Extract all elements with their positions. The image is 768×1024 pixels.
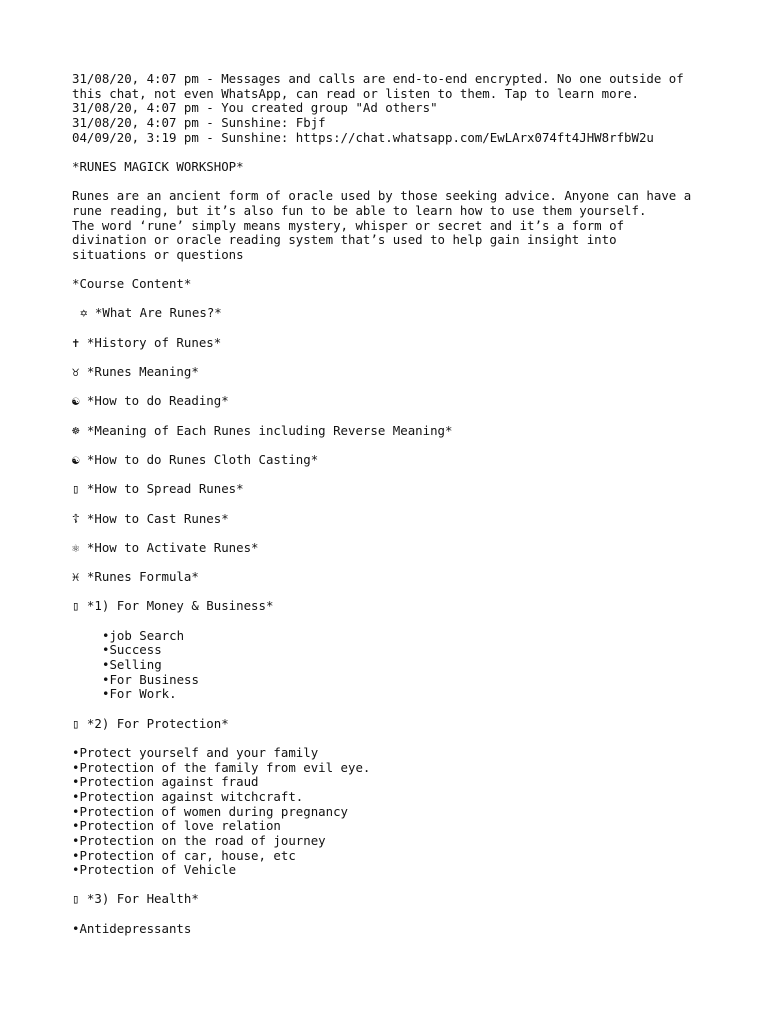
intro-line: The word ‘rune’ simply means mystery, whisper or secret and it’s a form of	[72, 217, 625, 233]
course-item: ☦ *How to Cast Runes*	[72, 510, 229, 526]
course-item: ♓ *Runes Formula*	[72, 569, 199, 585]
workshop-title: *RUNES MAGICK WORKSHOP*	[72, 158, 244, 174]
spacer	[72, 878, 712, 893]
spacer	[72, 263, 712, 278]
course-item: ⚛ *How to Activate Runes*	[72, 539, 259, 555]
list-item: •Protection of the family from evil eye.	[72, 759, 371, 775]
spacer	[72, 526, 712, 541]
course-item: ☯ *How to do Reading*	[72, 393, 229, 409]
course-item: ✝ *History of Runes*	[72, 334, 222, 350]
spacer	[72, 321, 712, 336]
document-page	[72, 72, 712, 936]
spacer	[72, 497, 712, 512]
chat-log	[72, 72, 712, 145]
course-item: ✡ *What Are Runes?*	[80, 305, 222, 321]
chat-line: 31/08/20, 4:07 pm - You created group "Ad others"	[72, 100, 438, 116]
chat-line: 31/08/20, 4:07 pm - Messages and calls are end-to-end encrypted. No one outside of	[72, 71, 684, 86]
chat-line: 04/09/20, 3:19 pm - Sunshine: https://chat.whatsapp.com/EwLArx074ft4JHW8rfbW2u	[72, 129, 654, 145]
spacer	[72, 585, 712, 600]
spacer	[72, 438, 712, 453]
spacer	[72, 175, 712, 190]
intro-line: Runes are an ancient form of oracle used by those seeking advice. Anyone can have a	[72, 188, 692, 204]
formula-list-health	[72, 922, 712, 937]
spacer	[72, 380, 712, 395]
list-item: •Protection against witchcraft.	[72, 788, 304, 804]
list-item: •Antidepressants	[72, 920, 192, 936]
list-item: •For Business	[102, 671, 199, 687]
course-heading: *Course Content*	[72, 276, 192, 292]
spacer	[72, 614, 712, 629]
list-item: •Protection of Vehicle	[72, 862, 237, 878]
intro-line: divination or oracle reading system that’s used to help gain insight into	[72, 232, 617, 248]
intro-line: situations or questions	[72, 246, 244, 262]
formula-heading-protection: ▯ *2) For Protection*	[72, 715, 229, 731]
list-item: •job Search	[102, 627, 185, 643]
formula-list-protection	[72, 746, 712, 878]
spacer	[72, 555, 712, 570]
list-item: •Success	[102, 642, 162, 658]
list-item: •Protection on the road of journey	[72, 832, 326, 848]
spacer	[72, 907, 712, 922]
spacer	[72, 145, 712, 160]
spacer	[72, 468, 712, 483]
chat-line: this chat, not even WhatsApp, can read or listen to them. Tap to learn more.	[72, 85, 639, 101]
formula-list-money	[72, 629, 712, 702]
formula-heading-health: ▯ *3) For Health*	[72, 891, 199, 907]
list-item: •Protection of love relation	[72, 818, 281, 834]
spacer	[72, 350, 712, 365]
course-item: ▯ *How to Spread Runes*	[72, 481, 244, 497]
list-item: •Protect yourself and your family	[72, 744, 319, 760]
list-item: •Protection of car, house, etc	[72, 847, 296, 863]
course-item: ☯ *How to do Runes Cloth Casting*	[72, 451, 319, 467]
spacer	[72, 292, 712, 307]
list-item: •Protection against fraud	[72, 774, 259, 790]
chat-line: 31/08/20, 4:07 pm - Sunshine: Fbjf	[72, 114, 326, 130]
spacer	[72, 731, 712, 746]
course-list	[72, 292, 712, 585]
list-item: •Selling	[102, 657, 162, 673]
list-item: •For Work.	[102, 686, 177, 702]
list-item: •Protection of women during pregnancy	[72, 803, 349, 819]
course-item: ☸ *Meaning of Each Runes including Reverse Meaning*	[72, 422, 453, 438]
intro-line: rune reading, but it’s also fun to be able to learn how to use them yourself.	[72, 202, 647, 218]
spacer	[72, 702, 712, 717]
course-item: ♉ *Runes Meaning*	[72, 364, 199, 380]
formula-heading-money: ▯ *1) For Money & Business*	[72, 598, 274, 614]
spacer	[72, 409, 712, 424]
intro-paragraph	[72, 189, 712, 262]
